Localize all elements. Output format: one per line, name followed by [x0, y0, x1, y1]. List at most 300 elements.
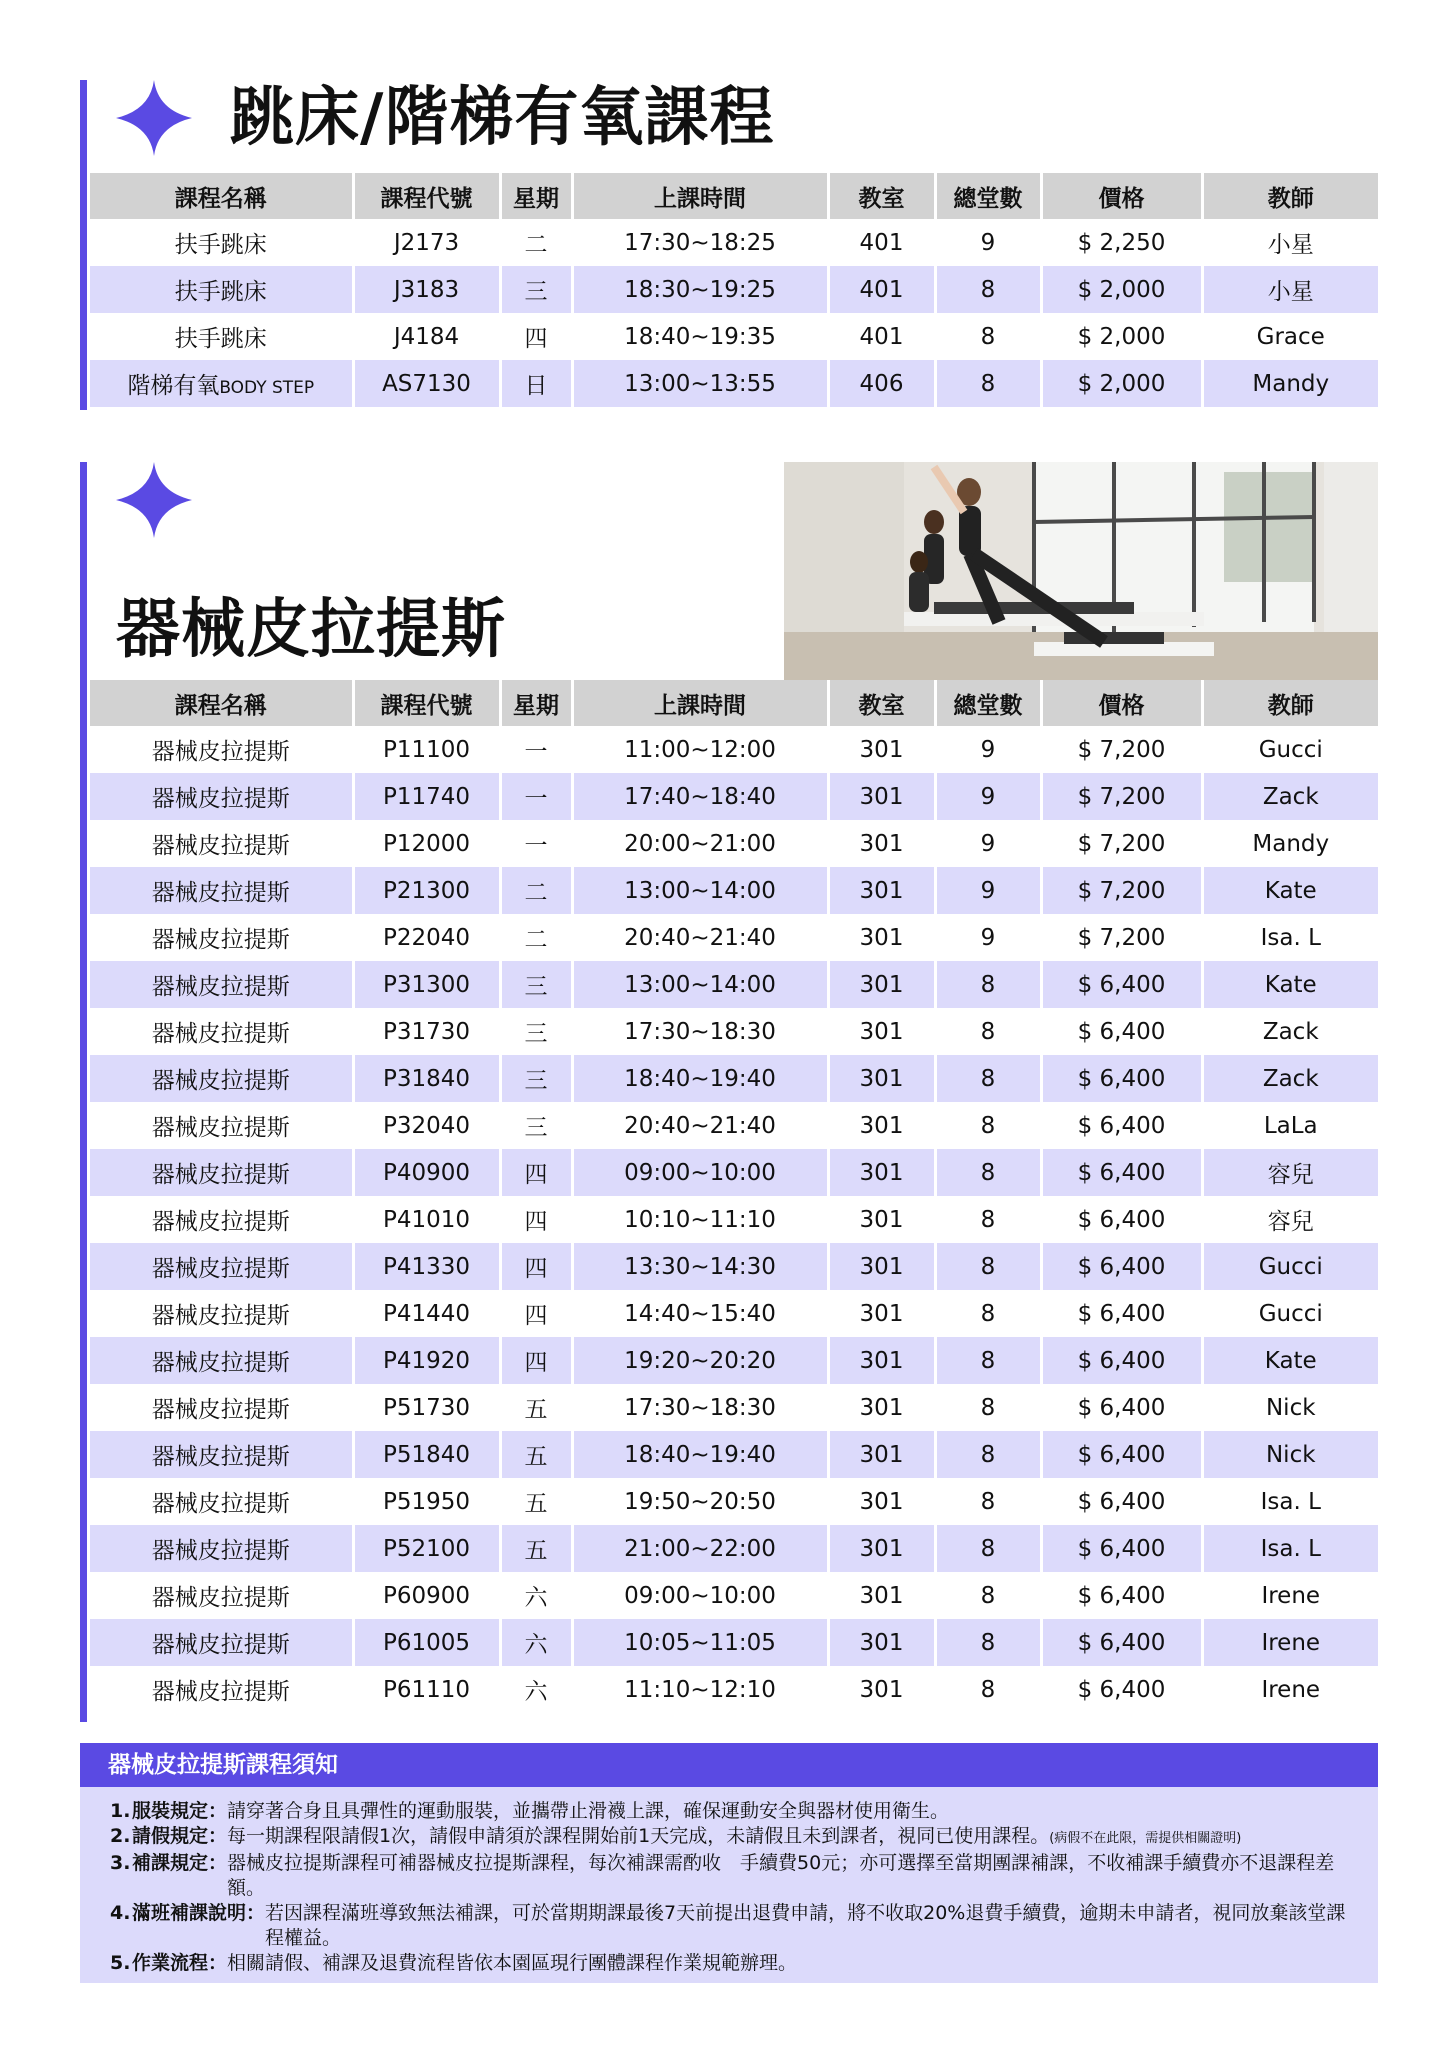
cell-teacher-text: Kate [1264, 971, 1317, 998]
cell-room-text: 406 [859, 370, 904, 397]
col-header-code: 課程代號 [353, 680, 500, 726]
cell-course-code-text: P41920 [382, 1347, 471, 1374]
cell-weekday-text: 一 [524, 739, 548, 765]
cell-course-code-text: P40900 [382, 1159, 471, 1186]
cell-sessions [935, 867, 1041, 914]
cell-sessions-text: 8 [980, 323, 996, 350]
cell-course-name [90, 1055, 353, 1102]
cell-price-text: $ 6,400 [1077, 971, 1166, 998]
cell-weekday-text: 五 [524, 1444, 548, 1470]
cell-price [1041, 360, 1202, 407]
cell-course-code [353, 1008, 500, 1055]
notice-text: 請穿著合身且具彈性的運動服裝，並攜帶止滑襪上課，確保運動安全與器材使用衛生。 [227, 1800, 950, 1822]
cell-weekday-text: 四 [524, 1303, 548, 1329]
cell-weekday [500, 1149, 572, 1196]
cell-course-code-text: P51840 [382, 1441, 471, 1468]
cell-weekday [500, 266, 572, 313]
cell-class-time [572, 1196, 828, 1243]
cell-weekday-text: 一 [524, 786, 548, 812]
cell-price-text: $ 7,200 [1077, 783, 1166, 810]
cell-course-name [90, 726, 353, 773]
cell-sessions [935, 1431, 1041, 1478]
notice-label: 補課規定： [132, 1852, 228, 1874]
cell-class-time [572, 219, 828, 266]
cell-weekday [500, 867, 572, 914]
col-header-sessions: 總堂數 [935, 680, 1041, 726]
notice-label: 服裝規定： [132, 1800, 228, 1822]
cell-class-time [572, 961, 828, 1008]
table-row [90, 867, 1378, 914]
notice-text: 每一期課程限請假1次，請假申請須於課程開始前1天完成，未請假且未到課者，視同已使用課程。 [227, 1825, 1050, 1847]
cell-class-time-text: 17:30~18:30 [624, 1394, 776, 1421]
cell-course-code [353, 1431, 500, 1478]
cell-teacher [1202, 1149, 1378, 1196]
cell-room [828, 773, 935, 820]
cell-teacher [1202, 266, 1378, 313]
cell-course-code-text: P41440 [382, 1300, 471, 1327]
cell-room [828, 313, 935, 360]
notice-body [80, 1787, 1378, 1983]
cell-price-text: $ 6,400 [1077, 1112, 1166, 1139]
cell-sessions-text: 8 [980, 1065, 996, 1092]
cell-class-time [572, 1666, 828, 1713]
section-title: 跳床/階梯有氧課程 [230, 81, 775, 155]
pilates-photo-illustration [784, 462, 1378, 680]
notice-small-note: (病假不在此限，需提供相關證明) [1049, 1831, 1242, 1846]
cell-price [1041, 1102, 1202, 1149]
cell-sessions [935, 961, 1041, 1008]
cell-course-name-text: 器械皮拉提斯 [151, 1256, 290, 1282]
cell-course-name-text: 器械皮拉提斯 [151, 1115, 290, 1141]
cell-room-text: 301 [859, 1488, 904, 1515]
cell-room-text: 301 [859, 783, 904, 810]
table-row [90, 1196, 1378, 1243]
cell-course-name-text: 器械皮拉提斯 [151, 1021, 290, 1047]
cell-class-time [572, 1243, 828, 1290]
cell-teacher-text: Gucci [1258, 1253, 1323, 1280]
cell-class-time [572, 773, 828, 820]
cell-room-text: 301 [859, 1441, 904, 1468]
cell-class-time-text: 19:20~20:20 [624, 1347, 776, 1374]
cell-teacher-text: Irene [1261, 1676, 1321, 1703]
cell-price [1041, 961, 1202, 1008]
cell-course-code-text: P32040 [382, 1112, 471, 1139]
cell-sessions-text: 8 [980, 1347, 996, 1374]
cell-class-time-text: 17:30~18:25 [624, 229, 776, 256]
cell-class-time-text: 19:50~20:50 [624, 1488, 776, 1515]
cell-sessions [935, 1384, 1041, 1431]
cell-teacher-text: Zack [1262, 1018, 1319, 1045]
cell-teacher [1202, 726, 1378, 773]
cell-weekday-text: 三 [524, 279, 548, 305]
cell-price [1041, 1572, 1202, 1619]
cell-sessions [935, 1055, 1041, 1102]
cell-price-text: $ 7,200 [1077, 830, 1166, 857]
cell-price [1041, 1196, 1202, 1243]
cell-class-time [572, 1431, 828, 1478]
cell-course-code [353, 726, 500, 773]
cell-course-name-text: 器械皮拉提斯 [151, 1679, 290, 1705]
cell-price [1041, 1478, 1202, 1525]
cell-room-text: 301 [859, 877, 904, 904]
cell-course-name [90, 1431, 353, 1478]
cell-weekday [500, 773, 572, 820]
cell-weekday [500, 1290, 572, 1337]
cell-room [828, 266, 935, 313]
cell-price [1041, 1619, 1202, 1666]
cell-price-text: $ 6,400 [1077, 1676, 1166, 1703]
cell-room [828, 1431, 935, 1478]
cell-sessions [935, 1196, 1041, 1243]
cell-sessions-text: 8 [980, 1582, 996, 1609]
cell-teacher [1202, 1619, 1378, 1666]
cell-course-name [90, 1478, 353, 1525]
cell-course-code-text: P51730 [382, 1394, 471, 1421]
cell-teacher-text: Mandy [1252, 830, 1330, 857]
cell-room-text: 301 [859, 1535, 904, 1562]
cell-teacher [1202, 1008, 1378, 1055]
cell-price-text: $ 6,400 [1077, 1206, 1166, 1233]
cell-sessions [935, 1525, 1041, 1572]
cell-price-text: $ 2,000 [1077, 323, 1166, 350]
cell-course-name-text: 扶手跳床 [174, 232, 267, 258]
cell-room [828, 1243, 935, 1290]
cell-course-name-suffix: BODY STEP [219, 378, 315, 398]
trampoline-table [90, 173, 1378, 407]
cell-weekday-text: 日 [524, 373, 548, 399]
pilates-photo [784, 462, 1378, 680]
cell-class-time-text: 13:30~14:30 [624, 1253, 776, 1280]
cell-weekday-text: 六 [524, 1679, 548, 1705]
cell-room [828, 1008, 935, 1055]
cell-course-name [90, 313, 353, 360]
cell-course-name-text: 扶手跳床 [174, 279, 267, 305]
cell-class-time-text: 18:40~19:40 [624, 1065, 776, 1092]
cell-weekday-text: 三 [524, 1021, 548, 1047]
cell-weekday-text: 五 [524, 1491, 548, 1517]
cell-class-time [572, 1384, 828, 1431]
cell-course-name [90, 1337, 353, 1384]
cell-teacher-text: Mandy [1252, 370, 1330, 397]
cell-class-time-text: 11:00~12:00 [624, 736, 776, 763]
cell-course-name [90, 1619, 353, 1666]
notice-label: 作業流程： [132, 1952, 228, 1974]
cell-course-code-text: P52100 [382, 1535, 471, 1562]
cell-room-text: 301 [859, 1347, 904, 1374]
cell-course-code-text: P61110 [382, 1676, 471, 1703]
cell-teacher-text: Isa. L [1260, 1535, 1321, 1562]
cell-course-code [353, 1102, 500, 1149]
cell-course-name-text: 器械皮拉提斯 [151, 1538, 290, 1564]
cell-course-code [353, 867, 500, 914]
cell-weekday [500, 1431, 572, 1478]
cell-course-code-text: P31300 [382, 971, 471, 998]
cell-weekday [500, 726, 572, 773]
cell-sessions [935, 219, 1041, 266]
cell-class-time [572, 1572, 828, 1619]
cell-room-text: 301 [859, 1253, 904, 1280]
col-header-time: 上課時間 [572, 173, 828, 219]
cell-sessions-text: 8 [980, 1018, 996, 1045]
cell-price-text: $ 6,400 [1077, 1629, 1166, 1656]
cell-teacher [1202, 1572, 1378, 1619]
cell-sessions-text: 9 [980, 830, 996, 857]
cell-room [828, 360, 935, 407]
cell-sessions [935, 1478, 1041, 1525]
col-header-time: 上課時間 [572, 680, 828, 726]
cell-price [1041, 1431, 1202, 1478]
cell-room-text: 301 [859, 1629, 904, 1656]
cell-class-time [572, 1149, 828, 1196]
cell-class-time-text: 21:00~22:00 [624, 1535, 776, 1562]
cell-weekday-text: 三 [524, 1068, 548, 1094]
cell-price-text: $ 6,400 [1077, 1347, 1166, 1374]
cell-class-time [572, 1525, 828, 1572]
cell-class-time [572, 867, 828, 914]
cell-class-time [572, 1478, 828, 1525]
cell-sessions-text: 8 [980, 1488, 996, 1515]
cell-course-name [90, 1572, 353, 1619]
cell-course-name-text: 器械皮拉提斯 [151, 1068, 290, 1094]
table-row [90, 914, 1378, 961]
cell-teacher [1202, 867, 1378, 914]
cell-sessions-text: 8 [980, 1629, 996, 1656]
cell-class-time-text: 18:40~19:40 [624, 1441, 776, 1468]
cell-course-code [353, 219, 500, 266]
cell-teacher-text: Zack [1262, 1065, 1319, 1092]
cell-course-name-text: 器械皮拉提斯 [151, 1444, 290, 1470]
cell-sessions-text: 8 [980, 1535, 996, 1562]
cell-weekday-text: 三 [524, 1115, 548, 1141]
cell-sessions [935, 820, 1041, 867]
notice-number: 3. [110, 1852, 131, 1874]
cell-class-time [572, 266, 828, 313]
notice-label: 滿班補課說明： [132, 1902, 266, 1924]
cell-class-time-text: 18:40~19:35 [624, 323, 776, 350]
cell-room-text: 401 [859, 276, 904, 303]
cell-room [828, 1196, 935, 1243]
cell-class-time-text: 17:30~18:30 [624, 1018, 776, 1045]
cell-class-time-text: 20:00~21:00 [624, 830, 776, 857]
cell-course-code [353, 914, 500, 961]
cell-weekday [500, 914, 572, 961]
notice-title: 器械皮拉提斯課程須知 [80, 1743, 1378, 1787]
cell-course-code [353, 773, 500, 820]
cell-teacher-text: Kate [1264, 877, 1317, 904]
cell-teacher [1202, 219, 1378, 266]
diamond-icon [116, 80, 192, 156]
cell-price-text: $ 6,400 [1077, 1159, 1166, 1186]
cell-course-code-text: J2173 [393, 229, 460, 256]
col-header-code: 課程代號 [353, 173, 500, 219]
cell-sessions-text: 9 [980, 877, 996, 904]
notice-text: 若因課程滿班導致無法補課，可於當期期課最後7天前提出退費申請，將不收取20%退費手續費，逾期未申請者，視同放棄該堂課程權益。 [265, 1902, 1346, 1949]
table-row [90, 1243, 1378, 1290]
table-row [90, 1102, 1378, 1149]
cell-weekday [500, 313, 572, 360]
accent-bar [80, 80, 87, 410]
notice-item [110, 1901, 1350, 1951]
cell-weekday [500, 1055, 572, 1102]
cell-sessions-text: 8 [980, 370, 996, 397]
notice-number: 5. [110, 1952, 131, 1974]
cell-sessions [935, 1008, 1041, 1055]
cell-course-name-text: 器械皮拉提斯 [151, 833, 290, 859]
table-row [90, 360, 1378, 407]
cell-sessions [935, 914, 1041, 961]
cell-course-code [353, 1572, 500, 1619]
cell-weekday-text: 三 [524, 974, 548, 1000]
cell-teacher-text: Nick [1265, 1394, 1316, 1421]
cell-course-name-text: 器械皮拉提斯 [151, 1632, 290, 1658]
cell-weekday [500, 1102, 572, 1149]
pilates-table [90, 680, 1378, 1713]
cell-teacher [1202, 1478, 1378, 1525]
cell-course-name [90, 867, 353, 914]
cell-sessions-text: 8 [980, 1394, 996, 1421]
cell-course-name [90, 961, 353, 1008]
cell-class-time [572, 1337, 828, 1384]
cell-room-text: 401 [859, 323, 904, 350]
cell-course-code-text: P31730 [382, 1018, 471, 1045]
cell-sessions-text: 8 [980, 276, 996, 303]
cell-teacher-text: Irene [1261, 1582, 1321, 1609]
cell-sessions [935, 1102, 1041, 1149]
cell-room-text: 301 [859, 1159, 904, 1186]
col-header-name: 課程名稱 [90, 173, 353, 219]
section-title: 器械皮拉提斯 [116, 593, 506, 667]
notice-text: 器械皮拉提斯課程可補器械皮拉提斯課程，每次補課需酌收 手續費50元；亦可選擇至當期團課補課，不收補課手續費亦不退課程差額。 [227, 1852, 1335, 1899]
cell-weekday [500, 1525, 572, 1572]
cell-teacher-text: 小星 [1267, 279, 1314, 305]
cell-weekday-text: 四 [524, 1209, 548, 1235]
cell-price-text: $ 7,200 [1077, 736, 1166, 763]
cell-price-text: $ 2,000 [1077, 370, 1166, 397]
cell-class-time-text: 10:05~11:05 [624, 1629, 776, 1656]
cell-course-name [90, 1384, 353, 1431]
cell-room [828, 1337, 935, 1384]
cell-room-text: 301 [859, 1676, 904, 1703]
cell-class-time-text: 14:40~15:40 [624, 1300, 776, 1327]
cell-course-name-text: 器械皮拉提斯 [151, 1491, 290, 1517]
table-row [90, 961, 1378, 1008]
cell-sessions [935, 1290, 1041, 1337]
cell-price-text: $ 6,400 [1077, 1582, 1166, 1609]
cell-teacher [1202, 1666, 1378, 1713]
cell-weekday [500, 961, 572, 1008]
cell-teacher [1202, 360, 1378, 407]
cell-sessions [935, 313, 1041, 360]
cell-course-code [353, 1290, 500, 1337]
cell-teacher-text: Gucci [1258, 1300, 1323, 1327]
cell-class-time-text: 20:40~21:40 [624, 1112, 776, 1139]
cell-class-time [572, 914, 828, 961]
cell-sessions-text: 9 [980, 229, 996, 256]
cell-class-time [572, 820, 828, 867]
cell-course-name [90, 914, 353, 961]
cell-price-text: $ 6,400 [1077, 1253, 1166, 1280]
diamond-icon [116, 462, 192, 538]
cell-course-code-text: P41010 [382, 1206, 471, 1233]
cell-course-name-text: 器械皮拉提斯 [151, 880, 290, 906]
notice-item [110, 1799, 1350, 1824]
col-header-name: 課程名稱 [90, 680, 353, 726]
cell-teacher-text: Isa. L [1260, 1488, 1321, 1515]
cell-room-text: 301 [859, 971, 904, 998]
cell-weekday-text: 六 [524, 1585, 548, 1611]
cell-room [828, 1384, 935, 1431]
notice-text-wrap [227, 1824, 1350, 1851]
cell-weekday-text: 五 [524, 1397, 548, 1423]
table-row [90, 1384, 1378, 1431]
cell-sessions-text: 9 [980, 783, 996, 810]
cell-course-name-text: 器械皮拉提斯 [151, 1209, 290, 1235]
table-row [90, 773, 1378, 820]
cell-course-name-text: 器械皮拉提斯 [151, 786, 290, 812]
table-row [90, 1337, 1378, 1384]
cell-price [1041, 773, 1202, 820]
cell-price [1041, 726, 1202, 773]
cell-room-text: 301 [859, 1582, 904, 1609]
cell-course-name [90, 1149, 353, 1196]
cell-class-time-text: 13:00~14:00 [624, 971, 776, 998]
cell-teacher [1202, 1290, 1378, 1337]
accent-bar [80, 462, 87, 1722]
cell-class-time-text: 13:00~14:00 [624, 877, 776, 904]
cell-course-name-text: 器械皮拉提斯 [151, 1162, 290, 1188]
cell-sessions [935, 726, 1041, 773]
cell-course-code-text: P12000 [382, 830, 471, 857]
cell-weekday-text: 四 [524, 1162, 548, 1188]
table-header-row [90, 680, 1378, 726]
cell-sessions-text: 9 [980, 924, 996, 951]
cell-course-name [90, 1243, 353, 1290]
cell-price [1041, 1055, 1202, 1102]
cell-weekday [500, 1619, 572, 1666]
cell-sessions-text: 8 [980, 1441, 996, 1468]
cell-room-text: 301 [859, 1018, 904, 1045]
cell-course-code-text: P41330 [382, 1253, 471, 1280]
cell-class-time [572, 1008, 828, 1055]
cell-sessions [935, 1243, 1041, 1290]
cell-price [1041, 1384, 1202, 1431]
cell-class-time-text: 18:30~19:25 [624, 276, 776, 303]
cell-room [828, 961, 935, 1008]
cell-room-text: 301 [859, 1300, 904, 1327]
cell-sessions [935, 773, 1041, 820]
cell-teacher [1202, 1337, 1378, 1384]
cell-course-name-text: 器械皮拉提斯 [151, 1397, 290, 1423]
cell-room [828, 1666, 935, 1713]
cell-sessions [935, 1619, 1041, 1666]
cell-room-text: 301 [859, 830, 904, 857]
cell-room [828, 1619, 935, 1666]
cell-room [828, 914, 935, 961]
cell-sessions [935, 266, 1041, 313]
notice-item [110, 1951, 1350, 1976]
cell-sessions-text: 8 [980, 1206, 996, 1233]
table-row [90, 313, 1378, 360]
cell-teacher-text: 容兒 [1267, 1209, 1314, 1235]
cell-price-text: $ 6,400 [1077, 1300, 1166, 1327]
cell-teacher-text: 小星 [1267, 232, 1314, 258]
cell-room [828, 1572, 935, 1619]
cell-room [828, 219, 935, 266]
cell-course-code-text: P11100 [382, 736, 471, 763]
cell-room-text: 301 [859, 924, 904, 951]
cell-room [828, 1478, 935, 1525]
cell-teacher [1202, 914, 1378, 961]
